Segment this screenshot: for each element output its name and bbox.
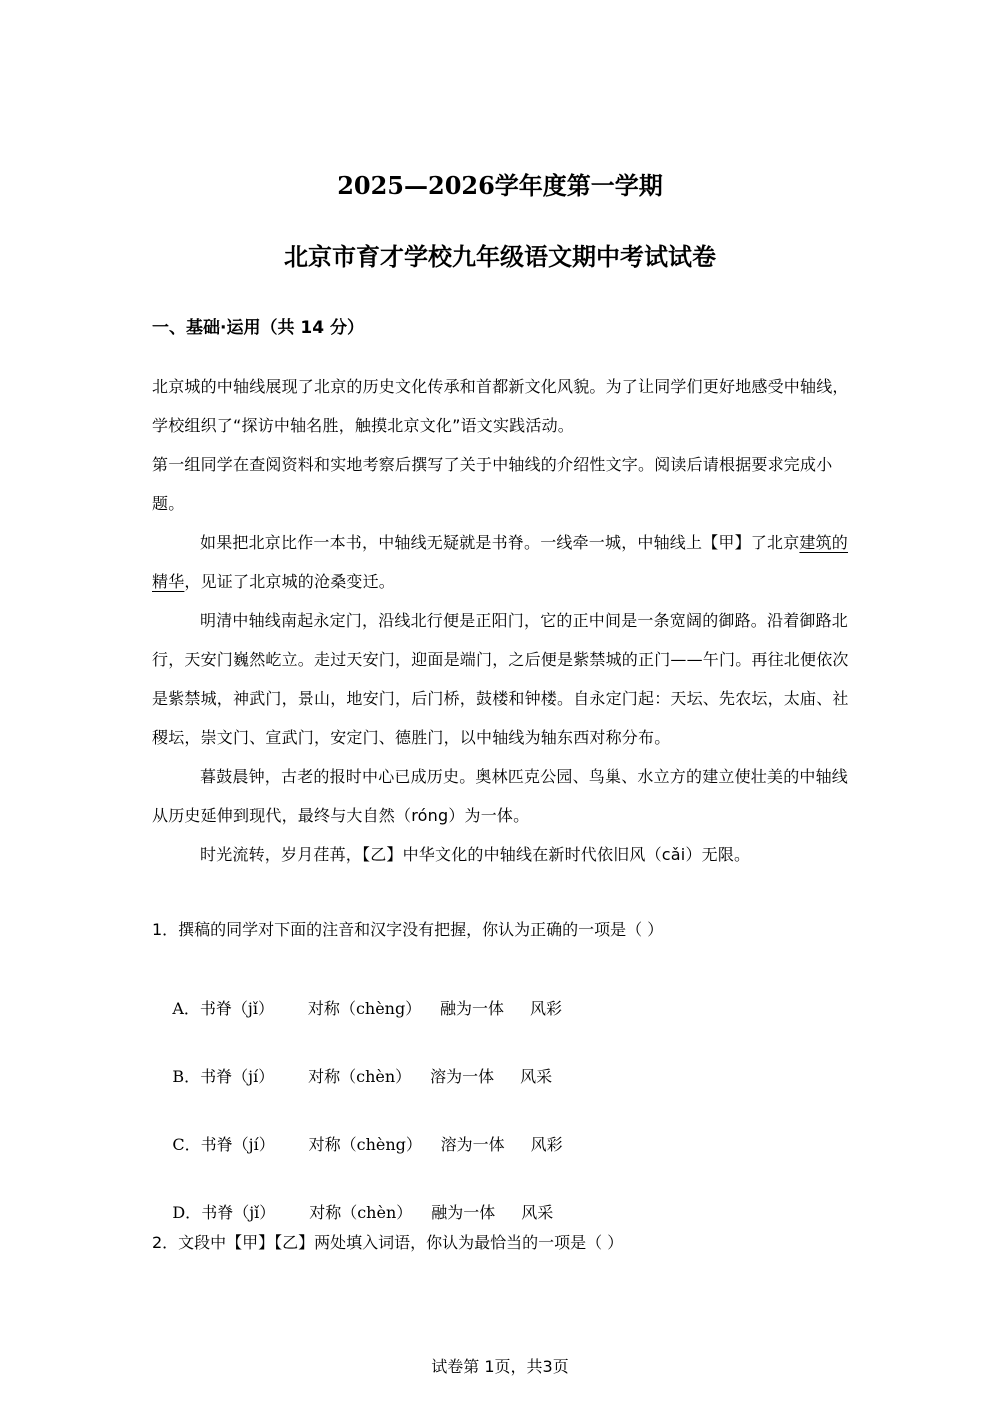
intro-block (152, 367, 852, 874)
question-1-option-b[interactable] (152, 1038, 552, 1116)
question-1-stem: 1．撰稿的同学对下面的注音和汉字没有把握，你认为正确的一项是（ ） (152, 920, 664, 939)
option-pinyin-2: （chèn） (341, 1203, 413, 1222)
option-letter: D． (172, 1203, 202, 1222)
option-pinyin-2: （chèn） (340, 1067, 412, 1086)
option-word-1: 书脊 (200, 1067, 233, 1086)
underlined-phrase: 建筑的精华 (152, 533, 849, 591)
passage-p1-before: 如果把北京比作一本书，中轴线无疑就是书脊。一线牵一城，中轴线上【甲】了北京 (200, 533, 800, 552)
option-word-4: 风采 (521, 1203, 554, 1222)
option-word-3: 溶为一体 (440, 1135, 505, 1154)
question-1-option-c[interactable] (152, 1106, 563, 1184)
option-pinyin-2: （chèng） (339, 999, 422, 1018)
page-footer: 试卷第 1页，共3页 (431, 1357, 569, 1376)
option-letter: A． (172, 999, 200, 1018)
option-pinyin-1: （jǐ） (233, 1203, 276, 1222)
option-word-3: 融为一体 (439, 999, 504, 1018)
passage-paragraph-2: 明清中轴线南起永定门，沿线北行便是正阳门，它的正中间是一条宽阔的御路。沿着御路北行，天安门巍然屹立。走过天安门，迎面是端门，之后便是紫禁城的正门——午门。再往北便依次是紫禁城，神武门，景山，地安门，后门桥，鼓楼和钟楼。自永定门起：天坛、先农坛，太庙、社稷坛，崇文门、宣武门，安定门、德胜门，以中轴线为轴东西对称分布。 (152, 611, 849, 747)
section-heading-basics: 一、基础·运用（共 14 分） (152, 318, 364, 338)
option-word-2: 对称 (307, 999, 340, 1018)
question-2-stem: 2．文段中【甲】【乙】两处填入词语，你认为最恰当的一项是（ ） (152, 1233, 624, 1252)
exam-title-school: 北京市育才学校九年级语文期中考试试卷 (284, 242, 716, 271)
question-1-option-a[interactable] (152, 970, 562, 1048)
option-word-1: 书脊 (201, 1203, 234, 1222)
option-word-1: 书脊 (200, 1135, 233, 1154)
option-pinyin-1: （jǐ） (231, 999, 275, 1018)
option-word-4: 风采 (520, 1067, 553, 1086)
option-letter: C． (172, 1135, 201, 1154)
option-pinyin-1: （jí） (232, 1067, 275, 1086)
exam-title-term: 2025—2026学年度第一学期 (337, 171, 663, 200)
option-pinyin-2: （chèng） (340, 1135, 422, 1154)
option-word-2: 对称 (308, 1135, 341, 1154)
option-letter: B． (172, 1067, 201, 1086)
option-word-3: 溶为一体 (430, 1067, 495, 1086)
option-word-1: 书脊 (199, 999, 232, 1018)
passage-p1-after: ，见证了北京城的沧桑变迁。 (184, 572, 396, 591)
passage-paragraph-4: 时光流转，岁月荏苒，【乙】中华文化的中轴线在新时代依旧风（cǎi）无限。 (200, 845, 751, 864)
option-word-4: 风彩 (530, 1135, 563, 1154)
passage-paragraph-1 (152, 523, 852, 601)
option-word-2: 对称 (308, 1067, 341, 1086)
option-pinyin-1: （jí） (232, 1135, 275, 1154)
passage-paragraph-3: 暮鼓晨钟，古老的报时中心已成历史。奥林匹克公园、鸟巢、水立方的建立使壮美的中轴线从历史延伸到现代，最终与大自然（róng）为一体。 (152, 767, 849, 825)
option-word-3: 融为一体 (431, 1203, 496, 1222)
intro-paragraph-2: 第一组同学在查阅资料和实地考察后撰写了关于中轴线的介绍性文字。阅读后请根据要求完成小题。 (152, 455, 833, 513)
option-word-2: 对称 (309, 1203, 342, 1222)
intro-paragraph-1: 北京城的中轴线展现了北京的历史文化传承和首都新文化风貌。为了让同学们更好地感受中轴线，学校组织了“探访中轴名胜，触摸北京文化”语文实践活动。 (152, 377, 849, 435)
option-word-4: 风彩 (529, 999, 562, 1018)
